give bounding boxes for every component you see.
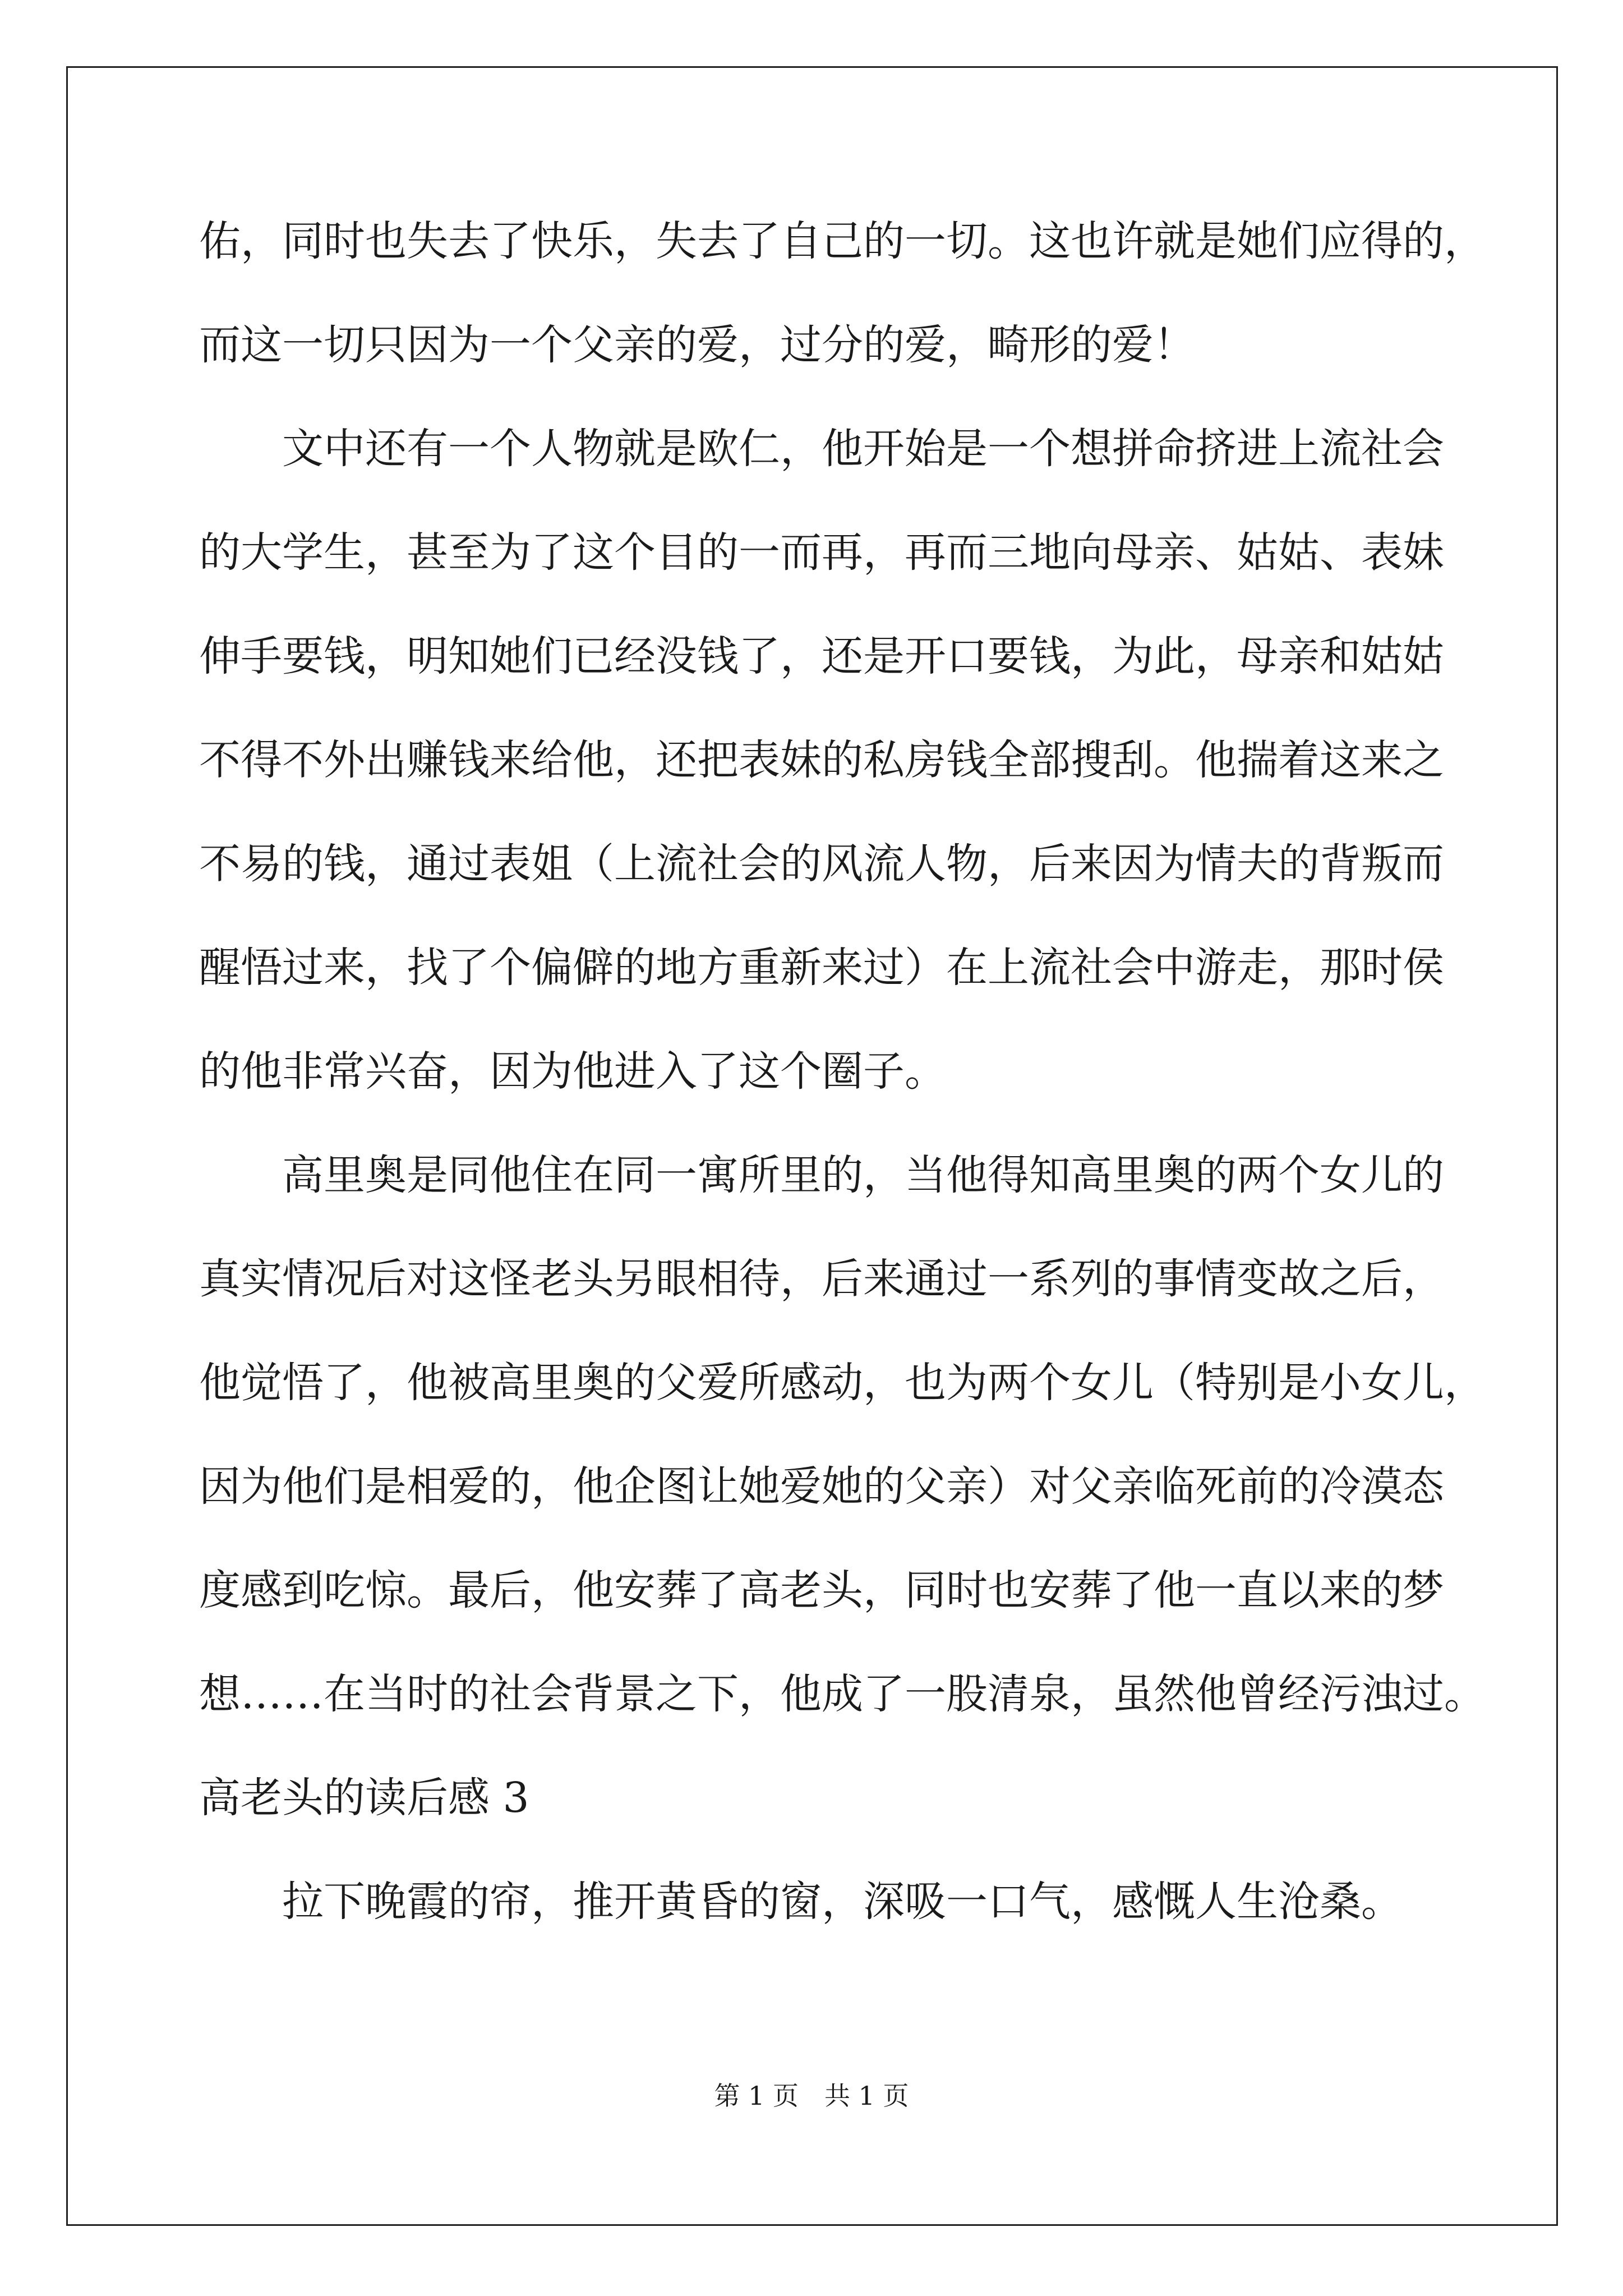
text-line: 的他非常兴奋，因为他进入了这个圈子。 [199, 1047, 946, 1096]
text-line: 不易的钱，通过表姐（上流社会的风流人物，后来因为情夫的背叛而 [199, 840, 1444, 888]
paragraph-start-line: 文中还有一个人物就是欧仁，他开始是一个想拼命挤进上流社会 [282, 425, 1444, 473]
text-line: 醒悟过来，找了个偏僻的地方重新来过）在上流社会中游走，那时侯 [199, 944, 1444, 992]
paragraph-start-line: 拉下晚霞的帘，推开黄昏的窗，深吸一口气，感慨人生沧桑。 [282, 1878, 1403, 1926]
text-line: 不得不外出赚钱来给他，还把表妹的私房钱全部搜刮。他揣着这来之 [199, 736, 1444, 784]
text-line: 想……在当时的社会背景之下，他成了一股清泉，虽然他曾经污浊过。 [199, 1670, 1486, 1718]
text-line: 佑，同时也失去了快乐，失去了自己的一切。这也许就是她们应得的， [199, 217, 1486, 265]
text-line: 度感到吃惊。最后，他安葬了高老头，同时也安葬了他一直以来的梦 [199, 1566, 1444, 1614]
section-heading: 高老头的读后感 3 [199, 1774, 529, 1822]
paragraph-start-line: 高里奥是同他住在同一寓所里的，当他得知高里奥的两个女儿的 [282, 1151, 1444, 1199]
text-line: 的大学生，甚至为了这个目的一而再，再而三地向母亲、姑姑、表妹 [199, 528, 1444, 577]
page-number-footer: 第 1 页 共 1 页 [714, 2081, 909, 2111]
text-line: 伸手要钱，明知她们已经没钱了，还是开口要钱，为此，母亲和姑姑 [199, 632, 1444, 680]
text-line: 因为他们是相爱的，他企图让她爱她的父亲）对父亲临死前的冷漠态 [199, 1462, 1444, 1511]
text-line: 他觉悟了，他被高里奥的父爱所感动，也为两个女儿（特别是小女儿， [199, 1359, 1486, 1407]
text-line: 而这一切只因为一个父亲的爱，过分的爱，畸形的爱！ [199, 321, 1195, 369]
text-line: 真实情况后对这怪老头另眼相待，后来通过一系列的事情变故之后， [199, 1255, 1444, 1303]
